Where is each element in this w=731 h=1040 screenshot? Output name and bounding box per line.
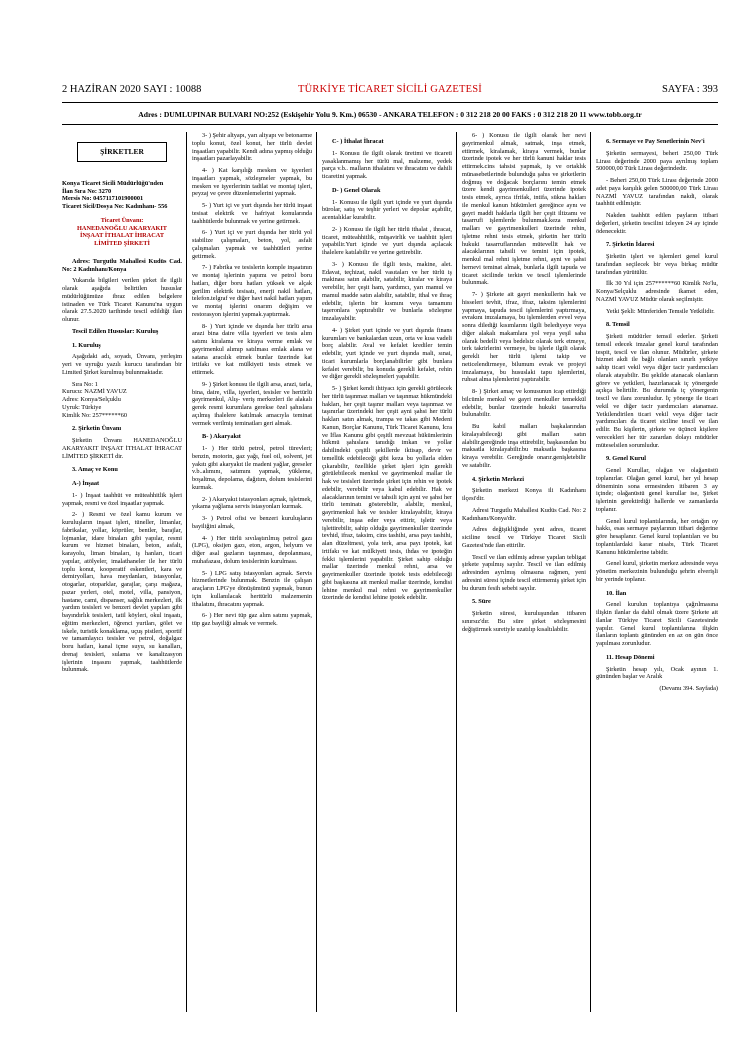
paragraph: - Beheri 250,00 Türk Lirası değerinde 2000 adet paya karşılık gelen 500000,00 Türk Lirası NAZMİ YAVUZ tarafından nakdi, olarak taahhüt edilmiştir. bbox=[596, 177, 718, 208]
paragraph: Genel kurul, şirketin merkez adresinde veya yönetim merkezinin bulunduğu şehrin elverişli bir yerinde toplanır. bbox=[596, 560, 718, 583]
paragraph: Adresi Turgutlu Mahallesi Kudüs Cad. No: 2 Kadınhanı/Konya'dir. bbox=[462, 506, 586, 522]
paragraph: Şirketin sermayesi, beheri 250,00 Türk Lirası değerinde 2000 paya ayrılmış toplam 500000,00 Türk Lirası değerindedir. bbox=[596, 149, 718, 173]
paragraph: Genel kurul toplantılarında, her ortağın oy hakkı, esas sermaye paylarının itibari değerine göre hesaplanır. Genel kurul toplantıları ve bu toplantılardaki karar nisabı, Türk Ticaret Kanunu hükümlerine tabidir. bbox=[596, 517, 718, 556]
paragraph: Genel kurulun toplantıya çağrılmasına ilişkin ilanlar da dahil olmak üzere Şirkete ait ilanlar Türkiye Ticaret Sicili Gazetesinde yapılır. Genel kurul toplantılarına ilişkin ilanların toplantı gününden en az on gün önce yapılması zorunludur. bbox=[596, 601, 718, 647]
heading-genel: D- ) Genel Olarak bbox=[332, 186, 381, 194]
column-3 bbox=[322, 132, 452, 1012]
paragraph: 1- ) İnşaat taahhüt ve müteahhitlik işleri yapmak, resmi ve özel inşaatlar yapmak. bbox=[62, 491, 182, 507]
gazette-title: TÜRKİYE TİCARET SİCİLİ GAZETESİ bbox=[297, 84, 482, 95]
column-divider bbox=[316, 132, 317, 1012]
paragraph: 3- ) Petrol ofisi ve benzeri kuruluşların bayiliğini almak, bbox=[192, 515, 312, 530]
paragraph: 1- Konusu ile ilgili yurt içinde ve yurt dışında bürolar, satış ve teşhir yerleri ve depolar açabilir, acentalıklar kurabilir. bbox=[322, 198, 452, 221]
heading-sermaye: 6. Sermaye ve Pay Senetlerinin Nev'i bbox=[606, 138, 705, 145]
heading-genel-kurul: 9. Genel Kurul bbox=[606, 455, 647, 463]
paragraph: 5- ) Şirket kendi ihtiyacı için gerekli görülecek her türlü taşınmaz malları ve taşınmaz hükmündeki hakları, her çeşit taşınır malları veya taşınmaz ve taşınırlar üzerindeki her çeşit ayni şahsi her türlü hakları satın almak, trampa ve takas gibi Medeni Kanun, Borçlar Kanunu, Türk Ticaret Kanunu, İcra ve İflas Kanunu gibi çeşitli mevzuat hükümlerinin hükmü şahıslara tanıdığı imkan ve yollar dahilindeki çeşitli şekillerde iktisap, devir ve temellük edebileceği gibi keza bu yollarla elden çıkarabilir, özellikle şirket işleri için gerekli görülebilecek menkul ve gayrimenkul mallar ile hak ve tesisleri üzerinde şirket için rehin ve ipotek edebilir, verebilir veya kabul edebilir. Hak ve alacaklarının temini ve tahsili için ayni ve şahsi her türlü teminatı gösterebilir, alabilir, menkul, gayrimenkul hak ve tesisler kiralayabilir, kiraya verebilir, inşaa eder veya ettirir, işletir veya işlettirebilir, sahip olduğu gayrimenkuller üzerinde tevhid, ifraz, taksim, cins tashihi, arsa payı tashihi, alan düzeltmesi, yola terk, arsa payı ipotek, kat irtifakı ve kat mülkiyeti tesis, ihdas ve ipoteğin fekki işlemlerini yapabilir. Şirket sahip olduğu mallar üzerinde menkul rehni, arsa ve gayrimenkuller üzerinde ipotek tesis edebileceği gibi başkasına ait menkul mallar üzerinde, kendisi lehine menkul mal rehni ve gayrimenkuller üzerinde de kendisi lehine ipotek edebilir. bbox=[322, 385, 452, 602]
paragraph: 8- ) Yurt içinde ve dışında her türlü arsa arazi bina daire villa işyerleri ve tesis alım satımı kiralama ve kiraya verme emlak ve gayrimenkul alımıp satılması emlak alana ve satana aracılık etmek bunlar üzerinde kat irtifakı ve kat mülkiyeti tesis etmek ve ettirmek. bbox=[192, 322, 312, 376]
heading-merkez: 4. Şirketin Merkezi bbox=[472, 475, 524, 483]
paragraph: Yetki Şekli: Münferiden Temsile Yetkilidir. bbox=[606, 307, 715, 315]
continued-note: (Devamı 394. Sayfada) bbox=[659, 685, 718, 692]
heading-idare: 7. Şirketin İdaresi bbox=[606, 241, 655, 249]
paragraph: Şirketin Ünvanı HANEDANOĞLU AKARYAKIT İNŞAAT İTHALAT İHRACAT LİMİTED ŞİRKETİ dir. bbox=[62, 437, 182, 460]
paragraph: 6- ) Konusu ile ilgili olarak her nevi gayrimenkul almak, satmak, inşa etmek, ettirmek, kiralamak, kiraya vermek, bunlar üzerinde ipotek ve her türlü kanuni haklar tesis ettirmek.cins tahsisi yapmak, iş ve ortaklık münasebetlerinde bulunduğu şahıs ve şirketlerin doğmuş ve doğacak borçlarını temin etmek üzere kendi gayrimenkulleri üzerinde ipotek tesis etmek, ayrıca ifrifak, intifa, süknа hakları ile menkul kanun hükümleri gereğince aynı ve gayri maddi haklarla ilgili her çeşit iltizamı ve tasarrufi işlemlerde bulunmak.keza menkul malları ve gayrimenkulleri üzerinde rehin, işletme rehni tesis etmek, şirketin her türlü hukuki tasarruflarından mütevellit hak ve alacaklarının tahsili ve temini için ipotek, menkul mal rehni işletme rehni, ayni ve şahsi hernevi teminat almak, bunlarla ilgili tapuda ve ticaret sicilinde terkin ve tescil işlemlerinde bulunmak. bbox=[462, 132, 586, 287]
heading-insaat: A-) İnşaat bbox=[72, 480, 100, 487]
paragraph: 5- ) Yurt içi ve yurt dışında her türlü inşaat tesisat elektrik ve hafriyat konularında taahhütlerde bulunmak ve yerine getirmek. bbox=[192, 202, 312, 225]
heading-sure: 5. Süre bbox=[472, 598, 491, 606]
paragraph: 2- ) Konusu ile ilgili her türlü ithalat , ihracat, ticaret, müteahhitlik, müşavirlik ve taahhüt işleri yapabilir.Yurt içinde ve yurt dışında açılacak ihalelere katılabilir ve yerine getirebilir. bbox=[322, 225, 452, 256]
paragraph: Aşağıdaki adı, soyadı, Ünvanı, yerleşim yeri ve uyruğu yazılı kurucu tarafından bir Limited Şirket kurulmuş bulunmaktadır. bbox=[62, 353, 182, 376]
paragraph: 1- ) Her türlü petrol, petrol türevleri; benzin, motorin, gaz yağı, fuel oil, solvent, jet yakıtı gibi akaryakıt ile madeni yağlar, greseler v.b..alımını, satımını yapmak, yükleme, boşaltma, depolama, dağıtım, dolum tesislerini kurmak. bbox=[192, 445, 312, 491]
page-number: SAYFA : 393 bbox=[661, 84, 718, 95]
paragraph: 7- ) Fabrika ve tesislerin komple inşaatının ve montaj işlerinin yapımı ve petrol boru hatları, diğer boru hatları yüksek ve alçak gerilim elektrik tesisatı, enerji nakil hatları, telefon.telgraf ve diğer havi nakil hatları yapım ve montaj işlerini onarım değişim ve restorasyon işlerini yapmak.yaptırmak. bbox=[192, 264, 312, 318]
firm-address: Adres: Turgutlu Mahallesi Kudüs Cad. No: 2 Kadınhanı/Konya bbox=[62, 257, 182, 273]
heading-hesap-donemi: 11. Hesap Dönemi bbox=[606, 653, 655, 661]
header-rule bbox=[62, 102, 718, 103]
column-divider bbox=[590, 132, 591, 1012]
paragraph: 6- ) Her nevi tüp gaz alım satımı yapmak, tüp gaz bayiliği almak ve vermek. bbox=[192, 612, 312, 627]
paragraph: 3- ) Şehir altyapı, yarı altyapı ve betonarme toplu konut, özel konut, her türlü devlet inşaatları yapabilir. Kendi adına yapmış olduğu inşaatları pazarlayabilir. bbox=[192, 132, 312, 163]
heading-kurulus: 1. Kuruluş bbox=[72, 341, 101, 349]
paragraph: Bu kabil malları başkalarından kiralayabileceği gibi malları satın alabilir.gereğinde inşa ettirebilir, başkasından bu maksatla kiralayabilir.bu maksatla başkasına kiraya verebilir. Gereğinde onarır.genişletebilir ve satabilir. bbox=[462, 423, 586, 469]
heading-ilan: 10. İlan bbox=[606, 589, 627, 597]
paragraph: 4- ) Şirket yurt içinde ve yurt dışında finans kurumları ve bankalardan uzun, orta ve kısa vadeli borç alabilir. Aval ve kefalet krediler temin edebilir, yurt içinde ve yurt dışında mali, sınai, ticari kurumlarla borçlanabilirler gibi bunlara kefalet verebilir, bu konuda gerekli kefalet, rehin ve diğer gerekli sözleşmeleri yapabilir. bbox=[322, 326, 452, 381]
column-2 bbox=[192, 132, 312, 1012]
paragraph: 4- ) Kat karşılığı mesken ve işyerleri inşaatları yapmak, sözleşmeler yapmak, bu mesken ve işyerlerinin tadilat ve montaj işleri, peyzaj ve çevre düzenlemelerini yapmak. bbox=[192, 167, 312, 198]
page-header bbox=[62, 84, 718, 98]
paragraph: 8- ) Şirket amaç ve konusunun icap ettirdiği bilcümle menkul ve gayri menkuller temekkül edebilir, bunlar üzerinde hukuki tasarrufta bulunabilir. bbox=[462, 388, 586, 419]
registered-matters: Tescil Edilen Hususlar: Kuruluş bbox=[72, 327, 159, 335]
contact-address: Adres : DUMLUPINAR BULVARI NO:252 (Eskişehir Yolu 9. Km.) 06530 - ANKARA TELEFON : 0 312 218 20 00 FAKS : 0 312 218 20 11 www.tobb.org.tr bbox=[138, 110, 642, 119]
issue-date: 2 HAZİRAN 2020 SAYI : 10088 bbox=[62, 84, 202, 95]
column-divider bbox=[456, 132, 457, 1012]
paragraph: 9- ) Şirket konusu ile ilgili arsa, arazi, tarla, bina, daire, villa, işyerleri, tesisler ve hertürlü gayrimenkul, Alış- veriş merkezleri ile alakalı gerek resmi kurumlara gerekse özel şahıslara açılmış ihalelere katılmak amacıyla teminat vermek verilmiş teminatları geri almak. bbox=[192, 380, 312, 427]
heading-ithalat: C- ) İthalat İhracat bbox=[332, 138, 384, 145]
paragraph: Şirketi müdürler temsil ederler. Şirketi temsil edecek imzalar genel kurul tarafından tespit, tescil ve ilan olunur. Müdürler, şirkete hizmet akdi ile bağlı olanları sınırlı yetkiye sahip ticari vekil veya diğer tacir yardımcıları olarak atayabilir. Bu şekilde atanacak olanların görev ve yetkileri, hazırlanacak iç yönergede açıkça belirtilir. Bu durumda iç yönergenin tescil ve ilanı zorunludur. İç yönerge ile ticari vekil ve diğer tacir yardımcıları atanamaz. Yetkilendirilen ticari vekil veya diğer tacir yardımcıları da ticaret siciline tescil ve ilan edilir. Bu kişilerin, şirkete ve üçüncü kişilere verecekleri her tür zarardan dolayı müdürler müteselsilen sorumludur. bbox=[596, 333, 718, 449]
founder-info: Sıra No: 1 Kurucu: NAZMİ YAVUZ Adres: Konya/Selçuklu Uyruk: Türkiye Kimlik No: 257******60 bbox=[62, 380, 128, 419]
firm-title: Ticaret Ünvanı: HANEDANOĞLU AKARYAKIT İNŞAAT İTHALAT İHRACAT LİMİTED ŞİRKETİ bbox=[77, 216, 167, 247]
article-columns bbox=[62, 132, 718, 1022]
intro-paragraph: Yukarıda bilgileri verilen şirket ile ilgili olarak aşağıda belirtilen hususlar müdürlüğümüze ibraz edilen belgelere istinaden ve Türk Ticaret Kanunu'na uygun olarak 27.5.2020 tarihinde tescil edildiği ilan olunur. bbox=[62, 277, 182, 323]
paragraph: Genel Kurullar, olağan ve olağanüstü toplanırlar. Olağan genel kurul, her yıl hesap döneminin sona ermesinden itibaren 3 ay içinde; olağanüstü genel kurullar ise, Şirket işlerinin gerektirdiği hallerde ve zamanlarda toplanır. bbox=[596, 467, 718, 513]
paragraph: Adres değişikliğinde yeni adres, ticaret siciline tescil ve Türkiye Ticaret Sicili Gazetesi'nde ilan ettirilir. bbox=[462, 526, 586, 549]
paragraph: Şirketin hesap yılı, Ocak ayının 1. gününden başlar ve Aralık bbox=[596, 665, 718, 681]
section-box: ŞİRKETLER bbox=[77, 142, 167, 162]
column-divider bbox=[186, 132, 187, 1012]
heading-akaryakit: B- ) Akaryakıt bbox=[202, 433, 241, 441]
paragraph: Şirketin işleri ve işlemleri genel kurul tarafından seçilecek bir veya birkaç müdür tarafından yürütülür. bbox=[596, 253, 718, 276]
heading-amac: 3. Amaç ve Konu bbox=[72, 466, 118, 474]
paragraph: 2- ) Resmi ve özel kamu kurum ve kuruluşların inşaat işleri, tüneller, limanlar, fabrikalar, yollar, köprüler, bentler, barajlar, lojmanlar, idare binaları gibi yapılar, resmi kurum ve hizmet binaları, beton, asfalt, karayolu, liman binaları, iş hanları, ticari yapılar, atölyeler, imalathaneler ile her türlü toplu konut, kooperatif eskentleri, kara ve demiryolları, hava meydanları, istasyonlar, otogarlar, otoparklar, garajlar, çarşı mağaza, pazar yerleri, otel, motel, villa, pansiyon, hastane, cami, dispanser, sağlık merkezleri, ilk yardım tesisleri ve benzeri devlet yapıları gibi bayındırlık tesisleri, tatil köyleri, okul inşaatı, eğitim merkezleri, öğrenci yurtları, gölet ve iskele, turistik konaklama, uçuş pistleri, sportif ve tamamlayıcı tesisler ve petrol, doğalgaz boru hatları, kanal içme suyu, su kanalları, drenaj tesisleri, sulama ve kanalizasyon işlerinin inşasını yapmak, taahhütlerde bulunmak. bbox=[62, 511, 182, 674]
column-4 bbox=[462, 132, 586, 1012]
paragraph: Şirketin süresi, kuruluşundan itibaren sınırsız'dır. Bu süre şirket sözleşmesini değiştirmek suretiyle uzatılıp kısaltılabilir. bbox=[462, 610, 586, 633]
paragraph: Şirketin merkezi Konya ili Kadınhanı ilçesi'dir. bbox=[462, 487, 586, 502]
heading-unvan: 2. Şirketin Ünvanı bbox=[72, 425, 122, 433]
paragraph: 7- ) Şirkete ait gayri menkullerin hak ve hisseleri tevhit, ifraz, ifraz, taksim işlemlerini yapmaya, tapuda tescil işlemlerini yaptırmaya, evrakını imzalamaya, bu işlemlerden evvel veya sonra dilediği kısımlarını ilgili belediyeye veya diğer alakalı makamlara yol veya yeşil saha olarak bedelli veya bedelsiz olarak terk etmeye, terk takrirlerini vermeye, bu işlerle ilgili olarak gerekli her türlü işlemi takip ve neticelendirmeye, bilumum evrak ve projeyi imzalamaya, bu hususlaki tapu işlemlerini, ruhsat alma işlemlerini yaptırabilir. bbox=[462, 291, 586, 384]
heading-temsil: 8. Temsil bbox=[606, 321, 630, 329]
paragraph: 5- ) LPG satış istasyonları açmak. Servis hizmetlerinde bulunmak. Benzin ile çalışan araçların LPG'ye dönüşümünü yapmak, bunun için kullanılacak herttürlü malzemenin ithalatını, ihracatını yapmak. bbox=[192, 569, 312, 608]
paragraph: Tescil ve ilan edilmiş adrese yapılan tebligat şirkete yapılmış sayılır. Tescil ve ilan edilmiş adresinden ayrılmış olmasına rağmen, yeni adresini süresi içinde tescil ettirmemiş şirket için bu durum fesih sebebi sayılır. bbox=[462, 553, 586, 592]
column-5 bbox=[596, 132, 718, 1012]
address-rule bbox=[62, 124, 718, 125]
column-1 bbox=[62, 132, 182, 1012]
paragraph: 4- ) Her türlü sıvılaştırılmış petrol gazı (LPG), oksijen gazı, eton, argon, helyum ve diğer asal gazların taşınması, depolanması, muhafazası, dolum tesislerinin kurulması. bbox=[192, 534, 312, 565]
registry-info: Konya Ticaret Sicili Müdürlüğü'nden İlan Sıra No: 3270 Mersis No: 0457117101900001 Ticaret Sicil/Dosya No: Kadınhanı- 556 bbox=[62, 179, 168, 210]
paragraph: Nakden taahhüt edilen payların itibari değerleri, şirketin tescilini izleyen 24 ay içinde ödenecektir. bbox=[596, 212, 718, 235]
paragraph: 6- ) Yurt içi ve yurt dışında her türlü yol stabilize çalışmaları, beton, yol, asfalt çalışmaları yapmak ve taahhütleri yerine getirmek. bbox=[192, 229, 312, 260]
paragraph: 3- ) Konusu ile ilgili tesis, makine, alet. Edavat, teçhizat, nakil vasıtaları ve her türlü iş makinası satın alabilir, satabilir, kiralar ve kiraya verebilir, her çeşit ham, yardımcı, yarı mamul ve mamul madde satın alabilir, satabilir, ithal ve ihraç edebilir, işlerin bir kısmını veya tamamını taşeronlara yaptırabilir ve bunlarla sözleşme imzalayabilir. bbox=[322, 260, 452, 322]
paragraph: İlk 30 Yıl için 257******60 Kimlik No'lu, Konya/Selçuklu adresinde ikamet eden, NAZMİ YAVUZ Müdür olarak seçilmiştir. bbox=[596, 280, 718, 303]
paragraph: 2- ) Akaryakıt istasyonları açmak, işletmek, yıkama yağlama servis istasyonları kurmak. bbox=[192, 495, 312, 511]
paragraph: 1- Konusu ile ilgili olarak üretimi ve ticareti yasaklanmamış her türlü mal, malzeme, yedek parça v.b.. malların ithalatını ve ihracatını ve dahili ticaretini yapmak. bbox=[322, 149, 452, 180]
